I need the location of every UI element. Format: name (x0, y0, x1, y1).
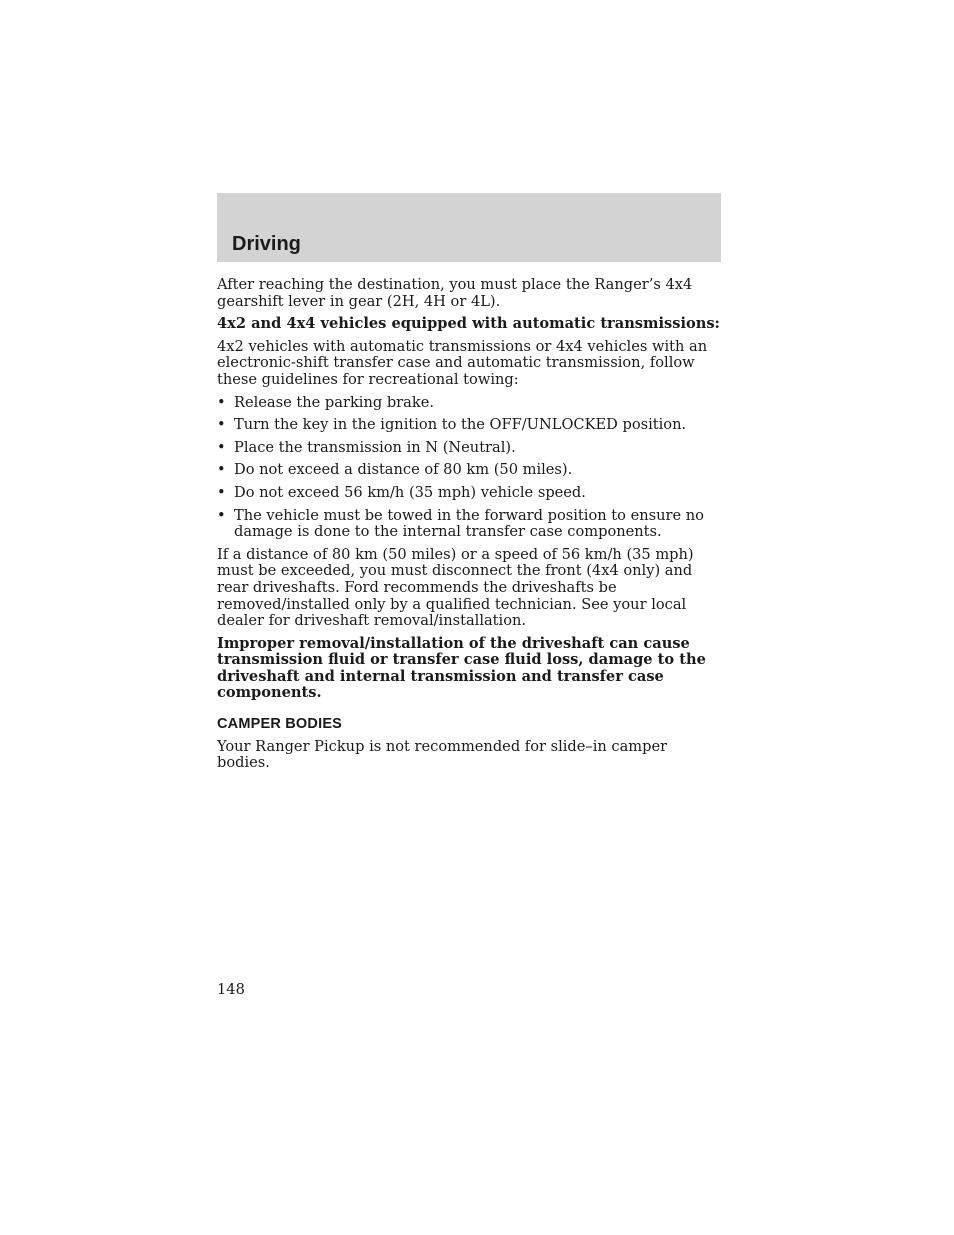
bullet-glyph: • (217, 506, 226, 524)
list-item-text: Place the transmission in N (Neutral). (234, 438, 516, 456)
list-item (217, 462, 722, 479)
page-content (217, 277, 722, 778)
list-item (217, 440, 722, 457)
list-item (217, 485, 722, 502)
bullet-glyph: • (217, 438, 226, 456)
section-header-band (217, 193, 721, 262)
page-number: 148 (217, 981, 245, 998)
towing-guidelines-list (217, 395, 722, 541)
section-title: Driving (232, 233, 301, 255)
driveshaft-warning: Improper removal/installation of the driveshaft can cause transmission fluid or transfer case fluid loss, damage to the driveshaft and internal transmission and transfer case components. (217, 634, 706, 702)
exceed-limits-paragraph: If a distance of 80 km (50 miles) or a speed of 56 km/h (35 mph) must be exceeded, you must disconnect the front (4x4 only) and rear driveshafts. Ford recommends the driveshafts be removed/installed only by a qualified technician. See your local dealer for driveshaft removal/installation. (217, 545, 694, 630)
towing-guidelines-intro: 4x2 vehicles with automatic transmissions or 4x4 vehicles with an electronic-shift transfer case and automatic transmission, follow these guidelines for recreational towing: (217, 337, 708, 388)
list-item (217, 417, 722, 434)
bullet-glyph: • (217, 483, 226, 501)
list-item (217, 508, 722, 541)
bullet-glyph: • (217, 393, 226, 411)
list-item-text: Do not exceed a distance of 80 km (50 miles). (234, 461, 573, 479)
list-item-text: Turn the key in the ignition to the OFF/UNLOCKED position. (234, 416, 687, 434)
camper-bodies-heading: CAMPER BODIES (217, 716, 343, 733)
list-item (217, 395, 722, 412)
bullet-glyph: • (217, 461, 226, 479)
camper-bodies-text: Your Ranger Pickup is not recommended for slide–in camper bodies. (217, 737, 668, 772)
intro-paragraph: After reaching the destination, you must place the Ranger’s 4x4 gearshift lever in gear (2H, 4H or 4L). (217, 276, 693, 310)
list-item-text: Do not exceed 56 km/h (35 mph) vehicle speed. (234, 483, 586, 501)
bullet-glyph: • (217, 416, 226, 434)
list-item-text: The vehicle must be towed in the forward position to ensure no damage is done to the internal transfer case components. (234, 506, 704, 541)
list-item-text: Release the parking brake. (234, 393, 434, 411)
automatic-transmission-subheading: 4x2 and 4x4 vehicles equipped with automatic transmissions: (217, 315, 720, 333)
